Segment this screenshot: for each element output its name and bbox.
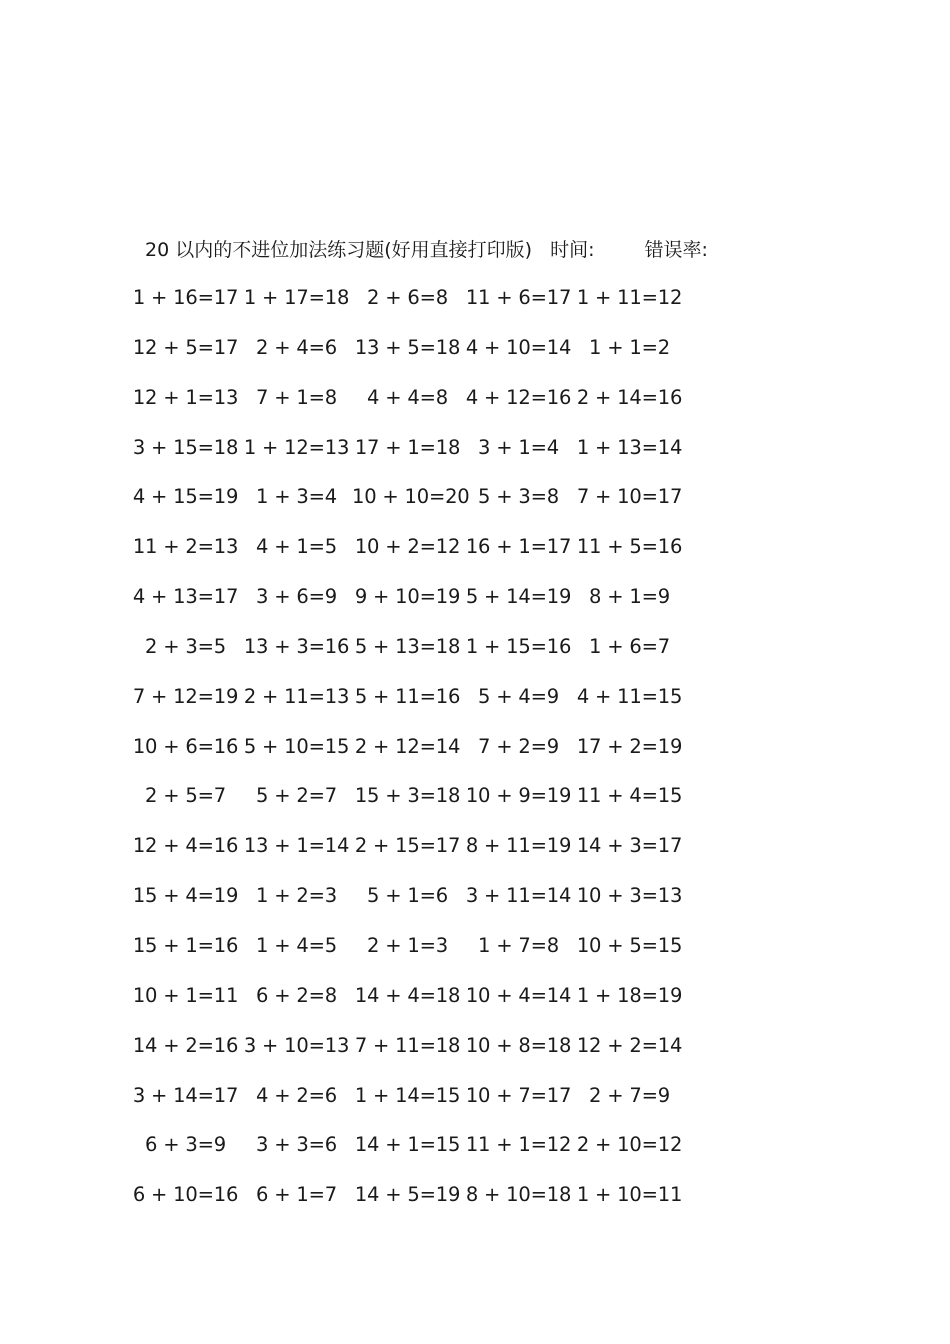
problem-item: 10 + 2=12 xyxy=(354,535,461,559)
problem-item: 8 + 10=18 xyxy=(465,1183,572,1207)
problem-item: 4 + 11=15 xyxy=(576,684,683,708)
problem-item: 4 + 1=5 xyxy=(256,535,337,559)
problem-item: 12 + 2=14 xyxy=(576,1033,683,1057)
problem-item: 13 + 1=14 xyxy=(243,834,350,858)
problem-item: 3 + 11=14 xyxy=(465,884,572,908)
problem-row xyxy=(130,731,710,781)
problem-row xyxy=(130,581,710,631)
problem-item: 1 + 1=2 xyxy=(589,335,670,359)
problem-row xyxy=(130,282,710,332)
problem-item: 4 + 10=14 xyxy=(465,335,572,359)
problem-row xyxy=(130,980,710,1030)
problem-item: 3 + 3=6 xyxy=(256,1133,337,1157)
problem-item: 1 + 3=4 xyxy=(256,485,337,509)
problem-item: 5 + 11=16 xyxy=(354,684,461,708)
problem-item: 7 + 12=19 xyxy=(132,684,239,708)
problem-item: 2 + 1=3 xyxy=(367,933,448,957)
problem-item: 14 + 3=17 xyxy=(576,834,683,858)
problem-item: 1 + 7=8 xyxy=(478,933,559,957)
problem-item: 3 + 6=9 xyxy=(256,585,337,609)
problem-item: 5 + 13=18 xyxy=(354,634,461,658)
problem-item: 11 + 4=15 xyxy=(576,784,683,808)
problem-item: 2 + 5=7 xyxy=(145,784,226,808)
problem-item: 1 + 11=12 xyxy=(576,286,683,309)
problem-row xyxy=(130,1080,710,1130)
problem-row xyxy=(130,332,710,382)
problem-item: 5 + 3=8 xyxy=(478,485,559,509)
problem-row xyxy=(130,1129,710,1179)
problem-item: 3 + 14=17 xyxy=(132,1083,239,1107)
problem-item: 10 + 7=17 xyxy=(465,1083,572,1107)
problem-item: 11 + 1=12 xyxy=(465,1133,572,1157)
problem-item: 7 + 11=18 xyxy=(354,1033,461,1057)
problem-item: 12 + 5=17 xyxy=(132,335,239,359)
problem-row xyxy=(130,432,710,482)
problem-item: 8 + 11=19 xyxy=(465,834,572,858)
problem-item: 13 + 3=16 xyxy=(243,634,350,658)
problem-item: 10 + 10=20 xyxy=(352,485,470,509)
problem-item: 10 + 1=11 xyxy=(132,983,239,1007)
problem-item: 2 + 3=5 xyxy=(145,634,226,658)
problem-item: 2 + 6=8 xyxy=(367,286,448,309)
problem-item: 14 + 2=16 xyxy=(132,1033,239,1057)
problem-row xyxy=(130,531,710,581)
problem-item: 15 + 4=19 xyxy=(132,884,239,908)
problem-item: 2 + 12=14 xyxy=(354,734,461,758)
problem-item: 13 + 5=18 xyxy=(354,335,461,359)
problem-item: 6 + 1=7 xyxy=(256,1183,337,1207)
problem-item: 1 + 13=14 xyxy=(576,435,683,459)
problem-item: 10 + 8=18 xyxy=(465,1033,572,1057)
problem-item: 2 + 4=6 xyxy=(256,335,337,359)
problem-item: 3 + 15=18 xyxy=(132,435,239,459)
problem-item: 5 + 1=6 xyxy=(367,884,448,908)
worksheet-title: 20 以内的不进位加法练习题(好用直接打印版) xyxy=(145,239,533,261)
problem-item: 1 + 18=19 xyxy=(576,983,683,1007)
problem-item: 12 + 1=13 xyxy=(132,385,239,409)
problem-item: 15 + 1=16 xyxy=(132,933,239,957)
problem-item: 6 + 2=8 xyxy=(256,983,337,1007)
problem-item: 9 + 10=19 xyxy=(354,585,461,609)
problem-item: 4 + 13=17 xyxy=(132,585,239,609)
problem-item: 3 + 10=13 xyxy=(243,1033,350,1057)
problem-item: 11 + 6=17 xyxy=(465,286,572,309)
problem-item: 1 + 12=13 xyxy=(243,435,350,459)
problem-item: 10 + 4=14 xyxy=(465,983,572,1007)
problem-item: 17 + 2=19 xyxy=(576,734,683,758)
problem-item: 1 + 15=16 xyxy=(465,634,572,658)
worksheet-header xyxy=(145,236,845,264)
problem-item: 4 + 4=8 xyxy=(367,385,448,409)
problem-item: 16 + 1=17 xyxy=(465,535,572,559)
problem-item: 10 + 6=16 xyxy=(132,734,239,758)
problem-item: 1 + 10=11 xyxy=(576,1183,683,1207)
problem-row xyxy=(130,830,710,880)
problem-row xyxy=(130,681,710,731)
problem-item: 1 + 16=17 xyxy=(132,286,239,309)
error-rate-label: 错误率: xyxy=(644,239,708,261)
problem-item: 6 + 10=16 xyxy=(132,1183,239,1207)
problem-item: 2 + 11=13 xyxy=(243,684,350,708)
problem-item: 10 + 5=15 xyxy=(576,933,683,957)
problem-item: 14 + 5=19 xyxy=(354,1183,461,1207)
problem-item: 14 + 1=15 xyxy=(354,1133,461,1157)
problem-item: 8 + 1=9 xyxy=(589,585,670,609)
problem-item: 4 + 15=19 xyxy=(132,485,239,509)
problem-row xyxy=(130,481,710,531)
problem-item: 12 + 4=16 xyxy=(132,834,239,858)
problem-row xyxy=(130,1179,710,1229)
problem-item: 2 + 15=17 xyxy=(354,834,461,858)
time-label: 时间: xyxy=(550,239,595,261)
problem-item: 10 + 3=13 xyxy=(576,884,683,908)
problem-item: 1 + 14=15 xyxy=(354,1083,461,1107)
problem-item: 5 + 4=9 xyxy=(478,684,559,708)
problem-row xyxy=(130,631,710,681)
problem-item: 5 + 10=15 xyxy=(243,734,350,758)
problem-item: 11 + 2=13 xyxy=(132,535,239,559)
problem-item: 6 + 3=9 xyxy=(145,1133,226,1157)
problem-item: 17 + 1=18 xyxy=(354,435,461,459)
problem-item: 4 + 2=6 xyxy=(256,1083,337,1107)
problem-item: 11 + 5=16 xyxy=(576,535,683,559)
problem-item: 7 + 10=17 xyxy=(576,485,683,509)
problem-item: 10 + 9=19 xyxy=(465,784,572,808)
problem-item: 14 + 4=18 xyxy=(354,983,461,1007)
problem-item: 2 + 14=16 xyxy=(576,385,683,409)
problem-item: 5 + 14=19 xyxy=(465,585,572,609)
problem-row xyxy=(130,780,710,830)
problem-row xyxy=(130,1030,710,1080)
problem-row xyxy=(130,880,710,930)
problem-item: 1 + 4=5 xyxy=(256,933,337,957)
problem-item: 2 + 10=12 xyxy=(576,1133,683,1157)
problem-item: 1 + 6=7 xyxy=(589,634,670,658)
problem-row xyxy=(130,382,710,432)
problem-row xyxy=(130,930,710,980)
problem-item: 5 + 2=7 xyxy=(256,784,337,808)
problem-grid xyxy=(130,282,710,1229)
problem-item: 3 + 1=4 xyxy=(478,435,559,459)
problem-item: 7 + 1=8 xyxy=(256,385,337,409)
problem-item: 15 + 3=18 xyxy=(354,784,461,808)
problem-item: 1 + 2=3 xyxy=(256,884,337,908)
problem-item: 7 + 2=9 xyxy=(478,734,559,758)
problem-item: 2 + 7=9 xyxy=(589,1083,670,1107)
problem-item: 1 + 17=18 xyxy=(243,286,350,309)
problem-item: 4 + 12=16 xyxy=(465,385,572,409)
